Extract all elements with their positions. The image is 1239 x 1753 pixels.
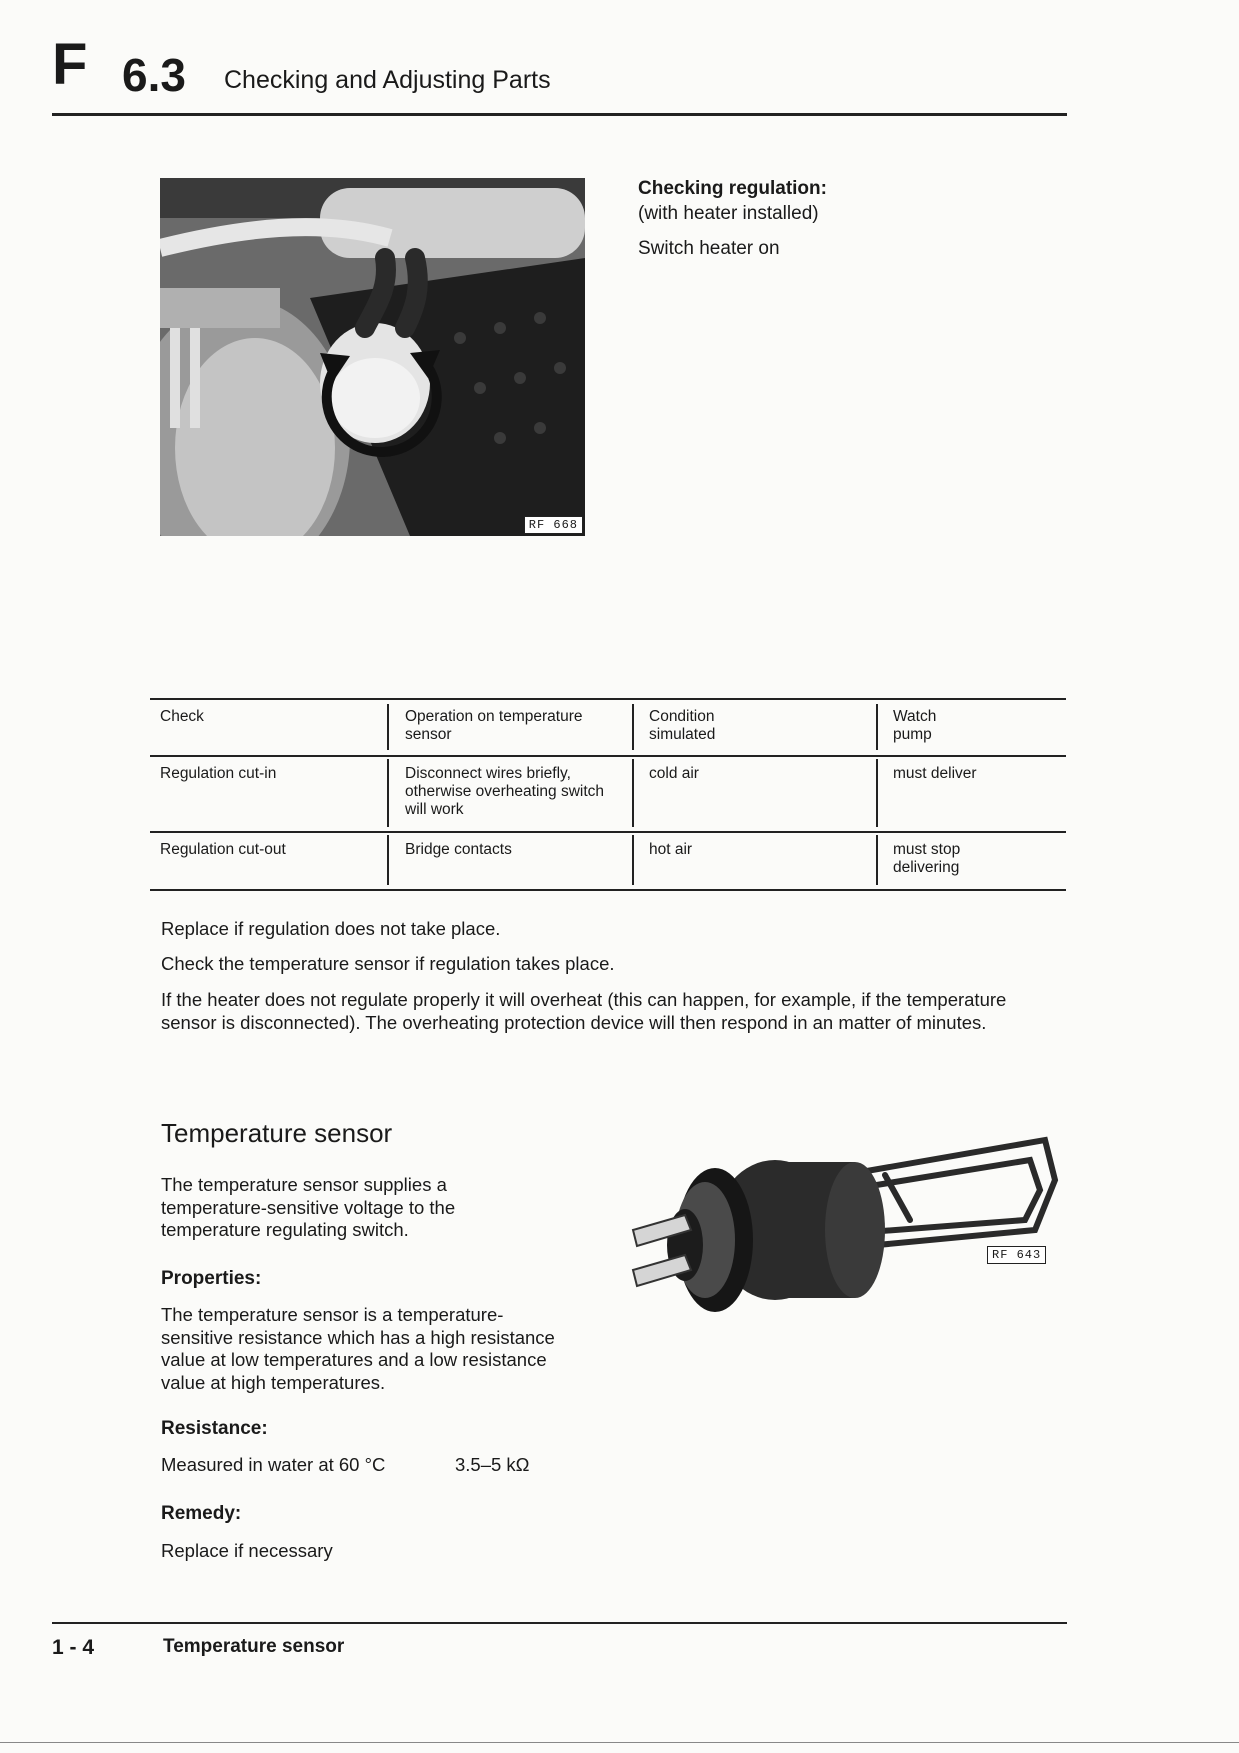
sensor-intro: The temperature sensor supplies a temperature-sensitive voltage to the temperature regulating switch. xyxy=(161,1174,456,1240)
page-number: 1 - 4 xyxy=(52,1636,95,1659)
table-row xyxy=(150,755,1066,829)
sensor-section-title: Temperature sensor xyxy=(161,1118,393,1148)
note-overheat: If the heater does not regulate properly it will overheat (this can happen, for example, if the temperature sensor is disconnected). The overheating protection device will then respond in an matter of minutes. xyxy=(161,989,1007,1033)
table-cell: Regulation cut-in xyxy=(160,765,277,782)
column-divider xyxy=(387,704,389,750)
chapter-letter: F xyxy=(52,32,87,97)
footer-title: Temperature sensor xyxy=(163,1636,345,1657)
column-divider xyxy=(632,704,634,750)
resistance-value: 3.5–5 kΩ xyxy=(455,1454,530,1475)
heater-connector-photo xyxy=(160,178,585,536)
temperature-sensor-photo xyxy=(625,1120,1065,1340)
resistance-label: Measured in water at 60 °C xyxy=(161,1454,386,1475)
page-edge-line xyxy=(0,1742,1239,1743)
header-cell: Condition simulated xyxy=(649,708,716,743)
section-number: 6.3 xyxy=(122,49,186,101)
header-cell: Operation on temperature sensor xyxy=(405,708,583,743)
footer-rule xyxy=(52,1622,1067,1624)
checking-regulation-block xyxy=(638,176,1058,261)
table-cell: hot air xyxy=(649,841,693,858)
column-divider xyxy=(876,704,878,750)
table-cell: Bridge contacts xyxy=(405,841,512,858)
section-title: Checking and Adjusting Parts xyxy=(224,66,551,94)
column-divider xyxy=(632,835,634,885)
header-cell: Watch pump xyxy=(893,708,937,743)
header-rule xyxy=(52,113,1067,116)
checking-heading: Checking regulation: xyxy=(638,178,827,199)
photo-reference-tag: RF 643 xyxy=(987,1246,1046,1264)
table-cell: Regulation cut-out xyxy=(160,841,286,858)
note-check: Check the temperature sensor if regulation takes place. xyxy=(161,953,615,974)
checking-instruction: Switch heater on xyxy=(638,238,780,259)
column-divider xyxy=(876,835,878,885)
photo-reference-tag: RF 668 xyxy=(524,516,583,534)
table-header-row xyxy=(150,698,1066,754)
properties-heading: Properties: xyxy=(161,1268,262,1289)
table-cell: must stop delivering xyxy=(893,841,961,876)
resistance-heading: Resistance: xyxy=(161,1418,268,1439)
table-cell: must deliver xyxy=(893,765,977,782)
header-cell: Check xyxy=(160,708,204,725)
remedy-heading: Remedy: xyxy=(161,1503,242,1524)
table-cell: Disconnect wires briefly, otherwise overheating switch will work xyxy=(405,765,605,818)
column-divider xyxy=(632,759,634,827)
note-replace: Replace if regulation does not take place. xyxy=(161,918,501,939)
table-cell: cold air xyxy=(649,765,699,782)
properties-text: The temperature sensor is a temperature-sensitive resistance which has a high resistance value at low temperatures and a low resistance value at high temperatures. xyxy=(161,1304,555,1393)
table-rule xyxy=(150,889,1066,891)
checking-subheading: (with heater installed) xyxy=(638,203,819,224)
remedy-text: Replace if necessary xyxy=(161,1540,333,1561)
column-divider xyxy=(387,835,389,885)
column-divider xyxy=(876,759,878,827)
column-divider xyxy=(387,759,389,827)
table-row xyxy=(150,831,1066,887)
